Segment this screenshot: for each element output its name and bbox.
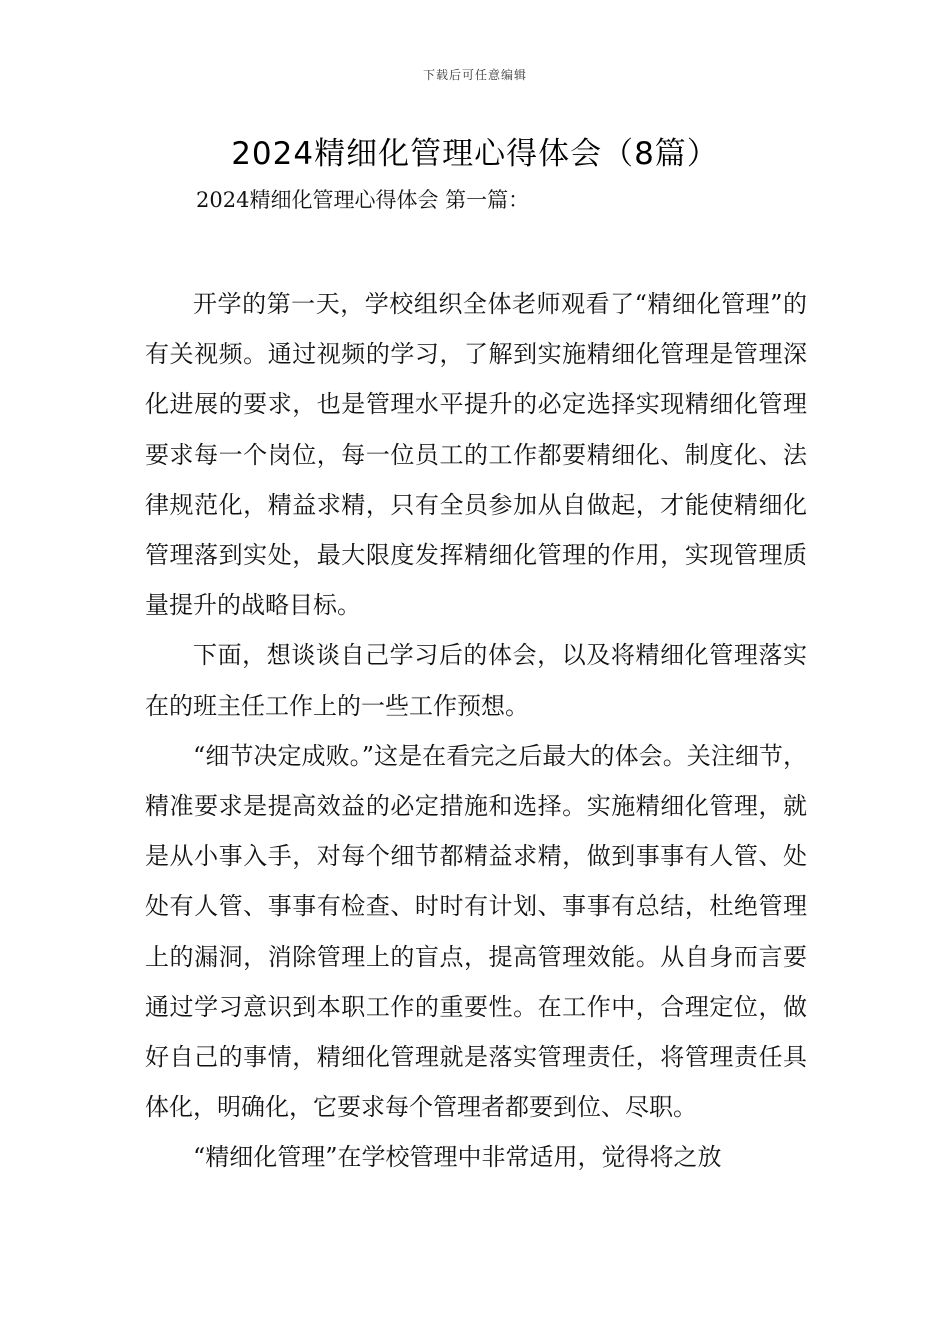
document-body — [145, 279, 807, 1183]
section-subtitle: 2024精细化管理心得体会 第一篇： — [196, 188, 530, 212]
paragraph: “细节决定成败。”这是在看完之后最大的体会。关注细节，精准要求是提高效益的必定措施和选择。实施精细化管理，就是从小事入手，对每个细节都精益求精，做到事事有人管、处处有人管、事事有检查、时时有计划、事事有总结，杜绝管理上的漏洞，消除管理上的盲点，提高管理效能。从自身而言要通过学习意识到本职工作的重要性。在工作中，合理定位，做好自己的事情，精细化管理就是落实管理责任，将管理责任具体化，明确化，它要求每个管理者都要到位、尽职。 — [145, 741, 807, 1122]
paragraph: “精细化管理”在学校管理中非常适用，觉得将之放 — [193, 1143, 722, 1172]
paragraph: 开学的第一天，学校组织全体老师观看了“精细化管理”的有关视频。通过视频的学习，了解到实施精细化管理是管理深化进展的要求，也是管理水平提升的必定选择实现精细化管理要求每一个岗位，每一位员工的工作都要精细化、制度化、法律规范化，精益求精，只有全员参加从自做起，才能使精细化管理落到实处，最大限度发挥精细化管理的作用，实现管理质量提升的战略目标。 — [145, 290, 807, 620]
document-title: 2024精细化管理心得体会（8篇） — [231, 136, 719, 172]
header-note: 下载后可任意编辑 — [422, 68, 527, 82]
paragraph: 下面，想谈谈自己学习后的体会，以及将精细化管理落实在的班主任工作上的一些工作预想。 — [145, 641, 807, 720]
